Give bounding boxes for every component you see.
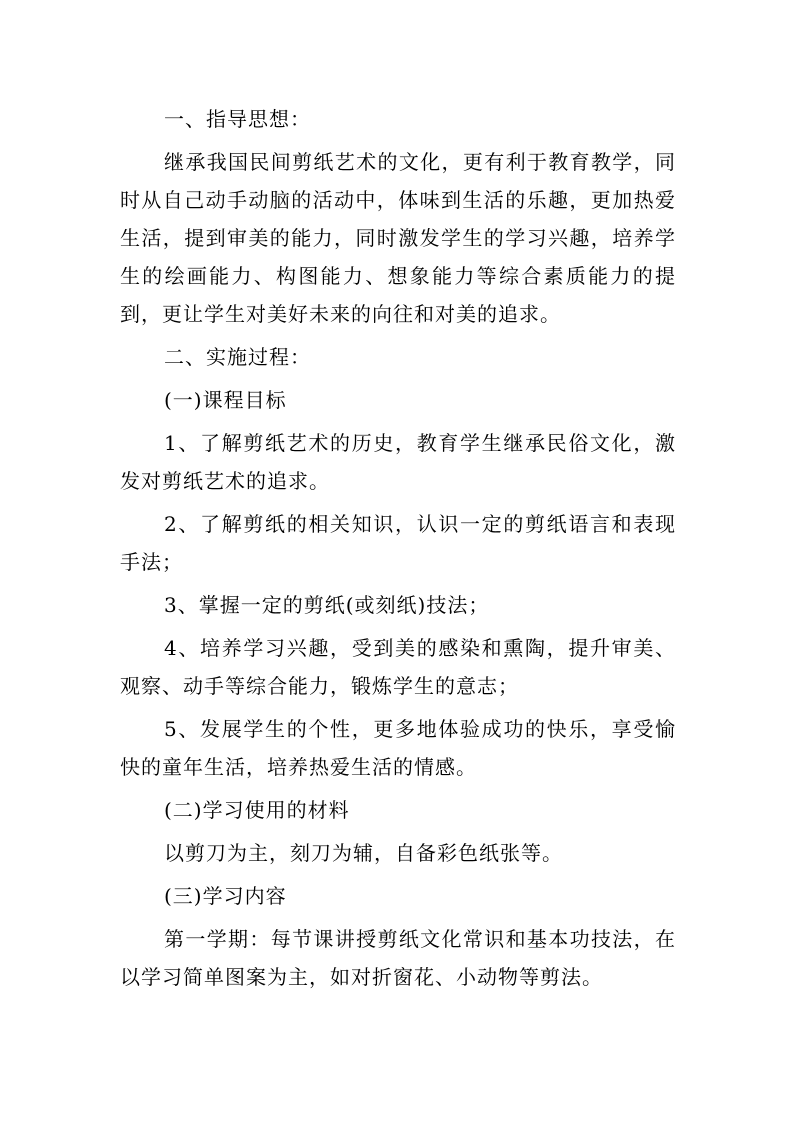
subheading-materials: (二)学习使用的材料 bbox=[164, 798, 350, 822]
document-body bbox=[120, 100, 676, 1001]
section-heading-guiding-ideology: 一、指导思想： bbox=[164, 107, 311, 131]
section-heading-implementation: 二、实施过程： bbox=[164, 345, 311, 369]
paragraph-first-semester: 第一学期：每节课讲授剪纸文化常识和基本功技法，在以学习简单图案为主，如对折窗花、小动物等剪法。 bbox=[120, 927, 676, 989]
goal-item-4: 4、培养学习兴趣，受到美的感染和熏陶，提升审美、观察、动手等综合能力，锻炼学生的意志； bbox=[120, 636, 676, 698]
subheading-content: (三)学习内容 bbox=[164, 884, 287, 908]
paragraph-guiding-ideology: 继承我国民间剪纸艺术的文化，更有利于教育教学，同时从自己动手动脑的活动中，体味到生活的乐趣，更加热爱生活，提到审美的能力，同时激发学生的学习兴趣，培养学生的绘画能力、构图能力、想象能力等综合素质能力的提到，更让学生对美好未来的向往和对美的追求。 bbox=[120, 150, 676, 326]
goal-item-3: 3、掌握一定的剪纸(或刻纸)技法； bbox=[164, 593, 490, 617]
goal-item-1: 1、了解剪纸艺术的历史，教育学生继承民俗文化，激发对剪纸艺术的追求。 bbox=[120, 431, 676, 493]
goal-item-2: 2、了解剪纸的相关知识，认识一定的剪纸语言和表现手法； bbox=[120, 512, 676, 574]
paragraph-materials: 以剪刀为主，刻刀为辅，自备彩色纸张等。 bbox=[164, 841, 563, 865]
goal-item-5: 5、发展学生的个性，更多地体验成功的快乐，享受愉快的童年生活，培养热爱生活的情感。 bbox=[120, 717, 676, 779]
subheading-course-goals: (一)课程目标 bbox=[164, 388, 287, 412]
